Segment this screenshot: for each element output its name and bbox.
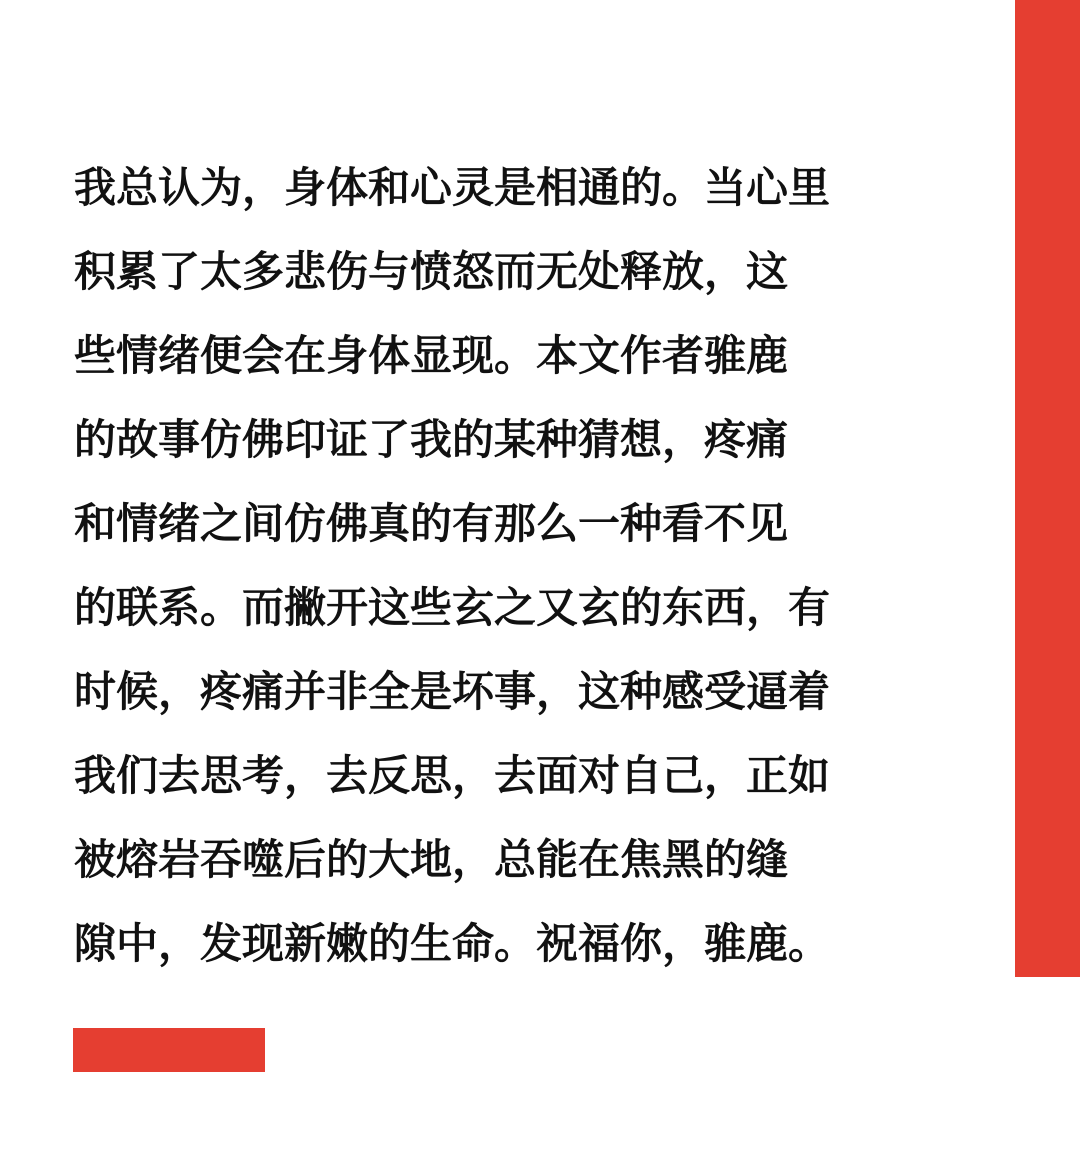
paragraph-line: 被熔岩吞噬后的大地，总能在焦黑的缝 <box>74 835 789 884</box>
paragraph-line: 我总认为，身体和心灵是相通的。当心里 <box>74 163 831 212</box>
bottom-accent-bar <box>73 1028 265 1072</box>
paragraph-line: 些情绪便会在身体显现。本文作者骓鹿 <box>74 331 789 380</box>
paragraph-line: 隙中，发现新嫩的生命。祝福你，骓鹿。 <box>74 919 831 968</box>
paragraph-line: 和情绪之间仿佛真的有那么一种看不见 <box>74 499 789 548</box>
right-accent-bar <box>1015 0 1080 977</box>
paragraph-line: 我们去思考，去反思，去面对自己，正如 <box>74 751 831 800</box>
body-paragraph <box>74 146 854 986</box>
paragraph-line: 积累了太多悲伤与愤怒而无处释放，这 <box>74 247 789 296</box>
paragraph-line: 的故事仿佛印证了我的某种猜想，疼痛 <box>74 415 789 464</box>
paragraph-line: 时候，疼痛并非全是坏事，这种感受逼着 <box>74 667 831 716</box>
paragraph-line: 的联系。而撇开这些玄之又玄的东西，有 <box>74 583 831 632</box>
